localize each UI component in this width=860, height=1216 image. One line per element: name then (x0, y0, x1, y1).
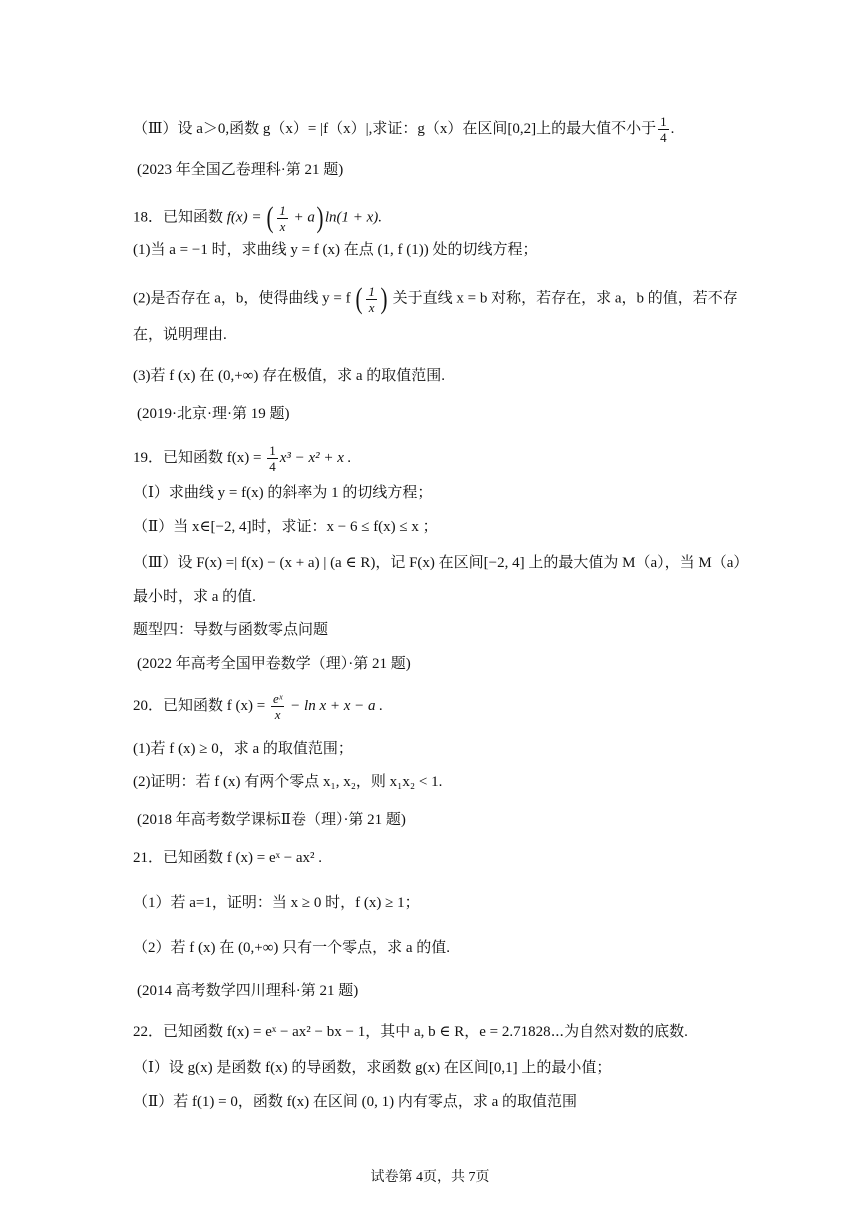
fraction: $\frac{1}{x}$ (279, 202, 286, 234)
fraction: $\frac{1}{x}$ (368, 283, 375, 315)
fraction: $\frac{\text{eˣ}}{x}$ (272, 691, 283, 722)
source-2023: (2023 年全国乙卷理科·第 21 题) (137, 162, 344, 178)
q20-part2: (2)证明：若 f (x) 有两个零点 x₁, x₂，则 x₁x₂ < 1. (133, 774, 443, 790)
question-22: 22．已知函数 f(x) = eˣ − ax² − bx − 1，其中 a, b ∈ R，e = 2.71828⋯为自然对数的底数. (133, 1024, 688, 1040)
q18-part2: (2)是否存在 a，b，使得曲线 y = f ( $\frac{1}{x}$ ) 关于直线 x = b 对称，若存在，求 a，b 的值，若不存 (133, 282, 738, 315)
fraction: $\frac{1}{4}$ (660, 114, 667, 145)
source-2014: (2014 高考数学四川理科·第 21 题) (137, 983, 359, 999)
section-heading-type4: 题型四：导数与函数零点问题 (133, 622, 329, 638)
q18-part1: (1)当 a = −1 时，求曲线 y = f (x) 在点 (1, f (1)) 处的切线方程； (133, 242, 538, 258)
q18-part2-cont: 在，说明理由. (133, 327, 227, 343)
source-2019: (2019·北京·理·第 19 题) (137, 406, 290, 422)
source-2022: (2022 年高考全国甲卷数学（理）·第 21 题) (137, 656, 411, 672)
question-18: 18．已知函数 f(x) = ( $\frac{1}{x}$ + a) ln(1 + x). (133, 201, 383, 234)
question-19: 19．已知函数 f(x) = $\frac{1}{4}$ x³ − x² + x . (133, 443, 352, 474)
q17-part3: （Ⅲ）设 a＞0,函数 g（x）= |f（x）|,求证：g（x）在区间[0,2]上的最大值不小于 $\frac{1}{4}$ . (133, 114, 675, 145)
fraction: $\frac{1}{4}$ (269, 443, 276, 474)
q21-part2: （2）若 f (x) 在 (0,+∞) 只有一个零点，求 a 的值. (133, 940, 451, 956)
source-2018: (2018 年高考数学课标Ⅱ卷（理）·第 21 题) (137, 812, 406, 828)
q22-part1: （Ⅰ）设 g(x) 是函数 f(x) 的导函数，求函数 g(x) 在区间[0,1] 上的最小值； (133, 1060, 612, 1076)
page-footer: 试卷第 4页，共 7页 (370, 1170, 490, 1185)
q21-part1: （1）若 a=1，证明：当 x ≥ 0 时，f (x) ≥ 1； (133, 895, 420, 911)
question-20: 20．已知函数 f (x) = $\frac{\text{eˣ}}{x}$ − ln x + x − a . (133, 691, 384, 722)
q18-part3: (3)若 f (x) 在 (0,+∞) 存在极值，求 a 的取值范围. (133, 368, 446, 384)
q20-part1: (1)若 f (x) ≥ 0，求 a 的取值范围； (133, 741, 353, 757)
q19-part2: （Ⅱ）当 x∈[−2, 4]时，求证：x − 6 ≤ f(x) ≤ x ； (133, 519, 438, 535)
q22-part2: （Ⅱ）若 f(1) = 0，函数 f(x) 在区间 (0, 1) 内有零点，求 a 的取值范围 (133, 1094, 578, 1110)
q19-part1: （Ⅰ）求曲线 y = f(x) 的斜率为 1 的切线方程； (133, 485, 433, 501)
q19-part3-cont: 最小时，求 a 的值. (133, 589, 256, 605)
q19-part3: （Ⅲ）设 F(x) =| f(x) − (x + a) | (a ∈ R)，记 F(x) 在区间[−2, 4] 上的最大值为 M（a），当 M（a） (133, 555, 749, 571)
question-21: 21．已知函数 f (x) = eˣ − ax² . (133, 850, 323, 866)
